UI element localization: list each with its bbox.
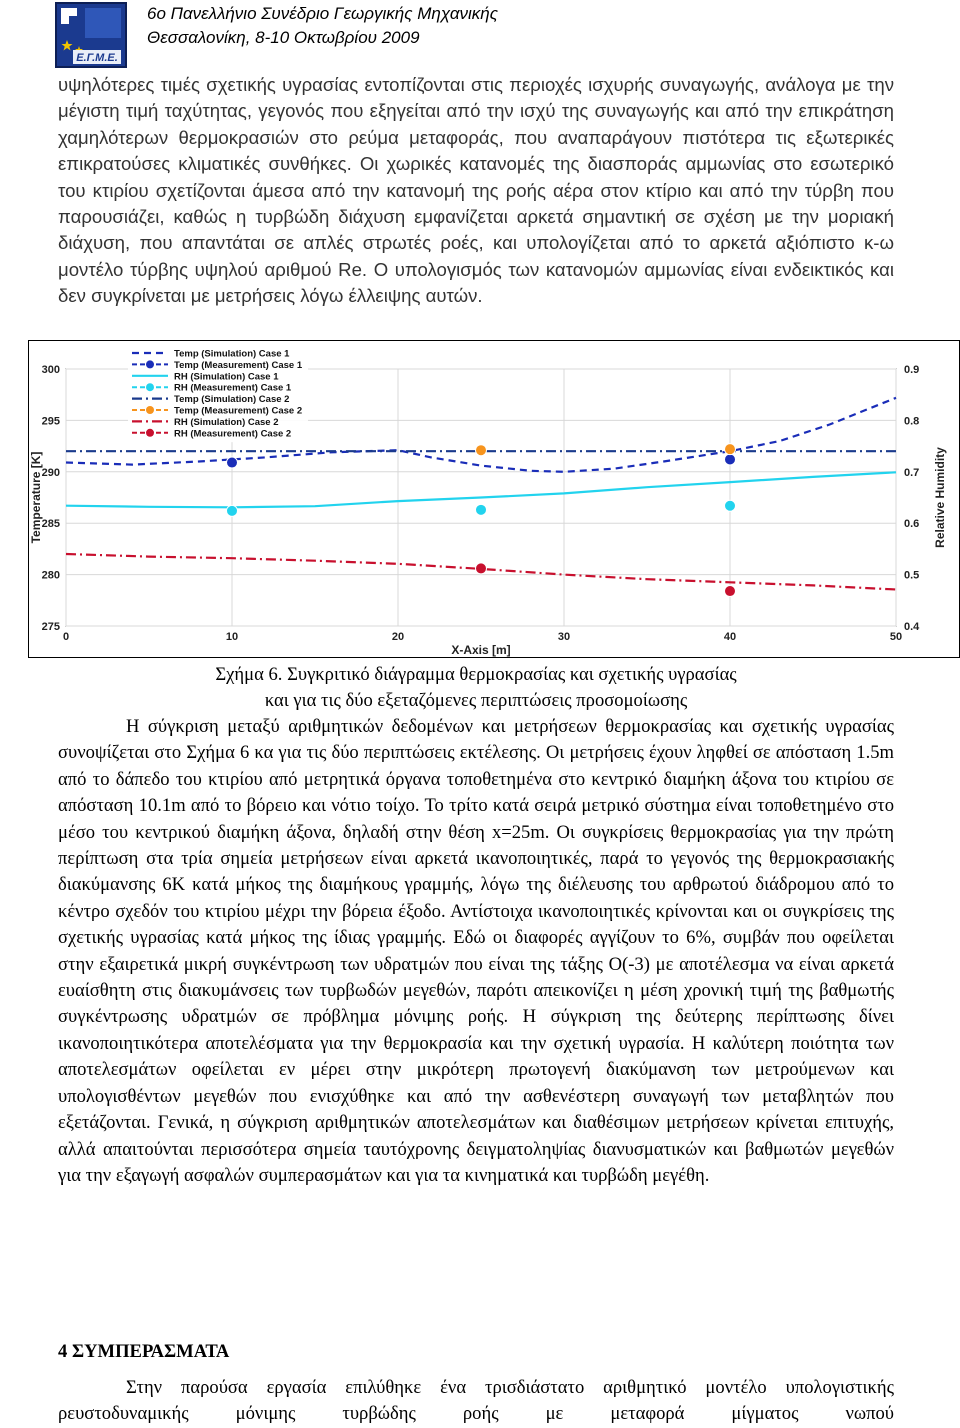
x-axis-label: X-Axis [m] — [451, 643, 511, 657]
text-line: την σχετική υγρασία. Η καλύτερη ποιότητα των αποτελεσμάτων οφείλεται εν μέρει στην — [58, 1032, 894, 1081]
text-line: που αναπαράγουν πιστότερα τις εξωτερικές επικρατούσες κλιματικές συνθήκες. Οι — [58, 126, 894, 175]
x-tick-label: 50 — [889, 631, 903, 643]
text-line: Στην παρούσα εργασία επιλύθηκε ένα τρισδιάστατο αριθμητικό μοντέλο — [126, 1377, 767, 1398]
data-point — [227, 505, 238, 516]
text-line: Γενικά, η σύγκριση αριθμητικών αποτελεσμάτων και διαθέσιμων μετρήσεων κρίνεται — [157, 1112, 819, 1134]
paragraph-1 — [58, 72, 894, 310]
legend-swatch-marker — [146, 406, 154, 414]
text-line: ανάλογα με την μέγιστη τιμή ταχύτητας, γεγονός που εξηγείται από την ισχύ της — [58, 74, 895, 122]
x-tick-label: 40 — [723, 631, 737, 643]
data-point — [725, 586, 736, 597]
text-line: διανυσματικών και βαθμωτών μεγεθών για την εξαγωγή ασφαλών συμπερασμάτων και — [58, 1138, 895, 1186]
data-point — [476, 563, 487, 574]
legend-entry: RH (Measurement) Case 2 — [174, 428, 292, 440]
data-point — [725, 454, 736, 465]
text-line: άμεσα από την κατανομή της ροής αέρα στον κτίριο και από την τύρβη που παρουσιάζει, — [58, 179, 895, 228]
y2-tick-label: 0.7 — [904, 466, 920, 479]
legend-swatch-marker — [146, 383, 154, 391]
text-line: αξιόπιστο κ-ω μοντέλο τύρβης υψηλού αριθμού Re. Ο υπολογισμός των κατανομών — [58, 232, 894, 280]
text-line: Η σύγκριση μεταξύ αριθμητικών δεδομένων και μετρήσεων θερμοκρασίας και — [126, 716, 744, 737]
y-tick-label: 290 — [41, 466, 60, 479]
data-point — [476, 504, 487, 515]
y-tick-label: 275 — [41, 621, 60, 633]
paragraph-3 — [58, 1375, 894, 1428]
legend-entry: Temp (Simulation) Case 2 — [174, 394, 290, 406]
figure-caption-line-1: Σχήμα 6. Συγκριτικό διάγραμμα θερμοκρασίας και σχετικής υγρασίας — [215, 664, 737, 685]
figure-caption-line-2: και για τις δύο εξεταζόμενες περιπτώσεις προσομοίωσης — [264, 690, 688, 711]
text-line: για τα κινηματικά και τυρβώδη μεγέθη. — [415, 1164, 710, 1186]
x-tick-label: 10 — [225, 631, 239, 643]
comparison-chart — [28, 340, 960, 658]
text-line: μικρότερη πρωτογενή διακύμανση των μετρούμενων και υπολογισθέντων μεγεθών που — [58, 1059, 894, 1107]
text-line: του κτιρίου μέχρι την βόρεια έξοδο. Αντίστοιχα ικανοποιητικές κρίνονται και οι — [173, 900, 777, 922]
y2-axis-label: Relative Humidity — [933, 447, 947, 548]
text-line: βαθμωτής συγκέντρωσης υδρατμών σε πρόβλημα μόνιμης ροής. Η σύγκριση της — [58, 980, 894, 1028]
conference-title-text: 6ο Πανελλήνιο Συνέδριο Γεωργικής Μηχανικής — [147, 4, 499, 23]
text-line: υψηλότερες τιμές σχετικής υγρασίας εντοπίζονται στις περιοχές ισχυρής συναγωγής, — [58, 74, 760, 95]
page-header — [55, 0, 655, 72]
text-line: διάχυση, που απαντάται σε απλές στρωτές ροές, και υπολογίζεται από το αρκετά — [58, 232, 767, 254]
y-tick-label: 280 — [41, 569, 60, 582]
legend-entry: Temp (Measurement) Case 1 — [174, 359, 303, 371]
y2-tick-label: 0.5 — [904, 569, 920, 582]
legend-swatch-marker — [146, 429, 154, 437]
text-line: δεύτερης περίπτωσης δίνει ικανοποιητικότερα αποτελέσματα για την θερμοκρασία και — [58, 1006, 894, 1054]
conference-title — [147, 4, 498, 24]
text-line: καθώς η τυρβώδη διάχυση εμφανίζεται αρκετά σημαντική σε σχέση με την μοριακή — [173, 206, 894, 228]
text-line: χωρικές κατανομές της διασποράς αμμωνίας στο εσωτερικό του κτιρίου σχετίζονται — [58, 153, 895, 201]
data-point — [725, 500, 736, 511]
logo-text: Ε.Γ.Μ.Ε. — [76, 52, 118, 64]
legend-entry: RH (Simulation) Case 2 — [174, 416, 279, 428]
text-line: αμμωνίας είναι ενδεικτικός και δεν συγκρίνεται με μετρήσεις λόγω έλλειψης αυτών. — [58, 258, 894, 307]
legend-entry: Temp (Simulation) Case 1 — [174, 348, 290, 360]
data-point — [725, 444, 736, 455]
x-tick-label: 20 — [391, 631, 405, 643]
y-axis-label: Temperature [K] — [29, 451, 43, 544]
y2-tick-label: 0.4 — [904, 621, 920, 633]
section-heading: 4 ΣΥΜΠΕΡΑΣΜΑΤΑ — [58, 1341, 230, 1362]
x-tick-label: 30 — [557, 631, 571, 643]
text-line: επιτυχής, αλλά απαιτούνται περισσότερα σημεία ταυτόχρονης δειγματοληψίας — [58, 1112, 894, 1160]
data-point — [476, 445, 487, 456]
text-line: υδρατμών που είναι της τάξης O(-3) με αποτέλεσμα να είναι αρκετά ευαίσθητη στις — [58, 953, 894, 1002]
x-tick-label: 0 — [62, 631, 70, 643]
legend — [128, 345, 308, 442]
text-line: αγγίζουν το 6%, συμβάν που οφείλεται στην εξαιρετικά μικρή συγκέντρωση των — [58, 927, 894, 975]
y2-tick-label: 0.9 — [904, 364, 920, 376]
y-tick-label: 300 — [41, 364, 60, 376]
legend-entry: RH (Simulation) Case 1 — [174, 371, 279, 383]
text-line: συγκρίσεις της σχετικής υγρασίας κατά μήκος της ίδιας γραμμής. Εδώ οι διαφορές — [58, 900, 894, 949]
y-tick-label: 285 — [41, 518, 60, 531]
text-line: υπολογιστικής ρευστοδυναμικής μόνιμης τυρβώδης ροής με μεταφορά μίγματος νωπού — [58, 1377, 895, 1425]
text-line: μετρήσεις έχουν ληφθεί σε απόσταση 1.5m από το δάπεδο του κτιρίου από μετρητικά — [58, 742, 894, 790]
text-line: ενισχύθηκε και από την ασθενέστερη συναγωγή των μεταβλητών που εξετάζονται. — [58, 1085, 894, 1134]
legend-entry: Temp (Measurement) Case 2 — [174, 405, 303, 417]
text-line: διαμήκους γραμμής, λόγω της διέλευσης του αρθρωτού διάδρομου από το κέντρο σχεδόν — [58, 874, 894, 922]
text-line: διακυμάνσεις των τυρβωδών μεγεθών, παρότι απεικονίζει η μέση χρονική τιμή της — [178, 980, 813, 1002]
conference-location: Θεσσαλονίκη, 8-10 Οκτωβρίου 2009 — [147, 28, 420, 47]
legend-swatch-marker — [146, 360, 154, 368]
paragraph-2 — [58, 714, 894, 1189]
conference-logo — [55, 2, 127, 68]
y2-tick-label: 0.8 — [904, 415, 920, 428]
text-line: σχετικής υγρασίας συνοψίζεται στο Σχήμα 6 κα για τις δύο περιπτώσεις εκτέλεσης. Οι — [58, 716, 894, 764]
y-tick-label: 295 — [41, 415, 60, 428]
y2-tick-label: 0.6 — [904, 518, 920, 531]
text-line: μέσο του κεντρικού διαμήκη άξονα, δηλαδή στην θέση x=25m. Οι συγκρίσεις — [58, 821, 664, 843]
text-line: ικανοποιητικές, παρά το γεγονός της θερμοκρασιακής διακύμανσης 6K κατά μήκος της — [58, 848, 894, 896]
text-line: θερμοκρασίας για την πρώτη περίπτωση στα τρία σημεία μετρήσεων είναι αρκετά — [58, 821, 895, 870]
text-line: όργανα τοποθετημένα στο κεντρικό διαμήκη άξονα του κτιρίου σε απόσταση 10.1m από — [58, 768, 895, 817]
text-line: συναγωγής και από την επικράτηση χαμηλότερων θερμοκρασιών στο ρεύμα μεταφοράς, — [58, 100, 895, 148]
legend-entry: RH (Measurement) Case 1 — [174, 382, 292, 394]
text-line: το βόρειο και νότιο τοίχο. Το τρίτο κατά σειρά μετρικό σύστημα είναι τοποθετημένο στο — [224, 795, 894, 817]
data-point — [227, 457, 238, 468]
